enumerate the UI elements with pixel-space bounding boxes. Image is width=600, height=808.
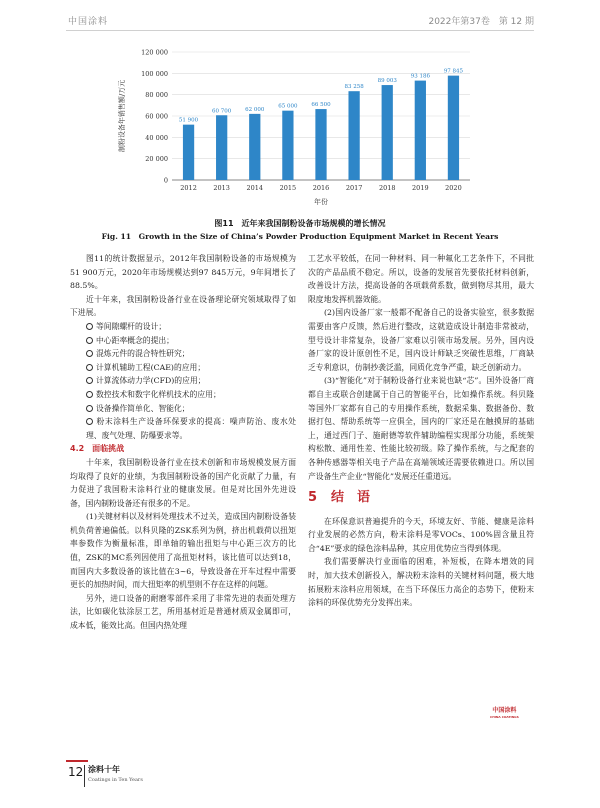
data-label: 97 845 — [443, 68, 464, 75]
paragraph: 另外，进口设备的耐磨零部件采用了非常先进的表面处理方法，比如碳化钛涂层工艺，所用基材近是普通材质双金属即可，成本低，能效比高。但国内热处理 — [70, 593, 296, 631]
bullet-item — [70, 388, 296, 402]
section-number: 5 — [308, 490, 318, 506]
y-tick-label: 100 000 — [141, 69, 168, 78]
paragraph: 图11的统计数据显示，2012年我国制粉设备的市场规模为51 900万元，2020年市场规模达到97 845万元，9年间增长了88.5%。 — [70, 254, 296, 291]
section-title: 结 语 — [331, 490, 371, 506]
column-title-en: Coatings in Ten Years — [88, 777, 143, 783]
x-tick-label: 2019 — [412, 184, 429, 192]
bar-2014 — [249, 114, 260, 180]
data-label: 66 500 — [311, 102, 331, 109]
issue-info: 2022年第37卷 第 12 期 — [428, 17, 534, 27]
bar-2012 — [183, 125, 194, 180]
data-label: 89 003 — [377, 78, 397, 85]
footer-accent-line — [66, 760, 88, 762]
data-label: 51 900 — [178, 117, 199, 124]
bullet-icon — [86, 364, 93, 371]
y-tick-label: 120 000 — [141, 48, 168, 57]
bullet-text: 混炼元件的混合特性研究； — [96, 349, 190, 359]
bullet-text: 计算流体动力学(CFD)的应用； — [96, 376, 206, 386]
data-label: 83 258 — [344, 84, 364, 91]
data-label: 60 700 — [212, 108, 232, 115]
x-tick-label: 2012 — [180, 184, 197, 192]
x-tick-label: 2014 — [246, 184, 264, 192]
bullet-icon — [86, 323, 93, 330]
y-axis-title: 制粉设备年销售额/万元 — [118, 79, 126, 153]
bar-2016 — [315, 109, 326, 180]
x-tick-label: 2015 — [279, 184, 297, 192]
bullet-item — [70, 415, 296, 442]
bullet-icon — [86, 418, 93, 425]
data-label: 62 000 — [245, 106, 265, 113]
x-axis-title: 年份 — [314, 198, 328, 206]
y-tick-label: 60 000 — [145, 112, 168, 121]
bar-2017 — [348, 91, 359, 180]
y-tick-label: 80 000 — [145, 91, 168, 100]
paragraph: 工艺水平较低，在同一种材料、同一种氟化工艺条件下，不同批次的产品品质不稳定。所以，设备的发展首先要依托材料创新，改善设计方法，提高设备的各项载荷系数，做到物尽其用，最大限度地发挥机器效能。 — [308, 254, 534, 304]
paragraph: 近十年来，我国制粉设备行业在设备理论研究领域取得了如下进展。 — [70, 294, 296, 318]
bullet-icon — [86, 337, 93, 344]
x-tick-label: 2018 — [378, 184, 396, 192]
paragraph: 我们需要解决行业面临的困难，补短板，在降本增效的同时，加大技术创新投入，解决粉末涂料的关键材料问题，极大地拓展粉末涂料应用领域，在当下环保压力高企的态势下，使粉末涂料的环保优势充分发挥出来。 — [308, 557, 534, 608]
x-tick-label: 2016 — [312, 184, 330, 192]
figure-caption-cn: 图11 近年来我国制粉设备市场规模的增长情况 — [214, 219, 386, 228]
journal-name: 中国涂料 — [68, 17, 109, 27]
x-tick-label: 2013 — [213, 184, 230, 192]
bullet-item — [70, 402, 296, 416]
data-label: 93 186 — [410, 73, 430, 80]
y-tick-label: 0 — [163, 176, 168, 185]
paragraph: (2)国内设备厂家一般都不配备自己的设备实验室，很多数据需要由客户反馈，然后进行整改，这就造成设计制造非常被动，型号设计非常复杂，设备厂家难以引领市场发展。另外，国内设备厂家的设计原创性不足，国内设计师缺乏突破性思维，厂商缺乏专利意识，仿制抄袭泛滥，同质化竞争严重，缺乏创新动力。 — [308, 308, 534, 372]
bar-2019 — [415, 81, 426, 180]
header-divider — [66, 30, 534, 31]
logo-text: 中国涂料 — [492, 707, 517, 714]
market-size-bar-chart — [110, 40, 490, 215]
bullet-text: 粉末涂料生产设备环保要求的提高：噪声防治、废水处理、废气处理、防爆要求等。 — [86, 417, 296, 440]
data-label: 65 000 — [278, 103, 298, 110]
left-column — [70, 252, 296, 633]
figure-caption-en: Fig. 11 Growth in the Size of China’s Powder Production Equipment Market in Recent Years — [101, 232, 499, 241]
section-heading-5 — [308, 491, 534, 505]
bullet-item — [70, 334, 296, 348]
x-tick-label: 2017 — [345, 184, 363, 192]
bar-2020 — [448, 76, 459, 180]
bullet-text: 设备操作简单化、智能化； — [96, 403, 190, 413]
paragraph: (3)“智能化”对于制粉设备行业来说也缺“芯”。国外设备厂商都自主或联合创建属于自己的智能平台，比如操作系统。科贝隆等国外厂家都有自己的专用操作系统，数据采集、数据备份、数据打包、帮助系统等一应俱全，国内的厂家还是在触摸屏的基础上，通过西门子、施耐德等软件辅助编程实现部分功能，系统架构松散、通用性差、性能比较初级。除了操作系统，与之配套的各种传感器等相关电子产品在高端领域还需要依赖进口。所以国产设备生产企业“智能化”发展还任重道远。 — [308, 376, 534, 481]
y-tick-label: 20 000 — [145, 155, 168, 164]
china-coatings-logo — [490, 708, 519, 720]
bullet-item — [70, 374, 296, 388]
column-title-cn: 涂料十年 — [88, 765, 120, 774]
paragraph: 十年来，我国制粉设备行业在技术创新和市场规模发展方面均取得了良好的业绩，为我国制粉设备的国产化贡献了力量，有力促进了我国粉末涂料行业的健康发展。但是对比国外先进设备，国内制粉设备还有很多的不足。 — [70, 457, 296, 508]
bullet-text: 数控技术和数字化样机技术的应用； — [96, 389, 221, 399]
bullet-text: 中心距率概念的提出； — [96, 335, 174, 345]
x-tick-label: 2020 — [445, 184, 462, 192]
logo-subtext: CHINA COATINGS — [490, 715, 519, 719]
right-column — [308, 252, 534, 610]
footer-divider — [84, 765, 85, 787]
page-number: 12 — [68, 765, 84, 779]
section-heading-4-2: 4.2 面临挑战 — [70, 444, 125, 454]
paragraph: 在环保意识普遍提升的今天，环境友好、节能、健康是涂料行业发展的必然方向，粉末涂料是零VOCs、100%固含量且符合“4E”要求的绿色涂料品种，其应用优势应当得到体现。 — [308, 516, 534, 553]
bullet-text: 计算机辅助工程(CAE)的应用； — [96, 362, 206, 372]
bullet-item — [70, 347, 296, 361]
bullet-icon — [86, 350, 93, 357]
bar-2013 — [216, 115, 227, 180]
bullet-icon — [86, 377, 93, 384]
bullet-item — [70, 361, 296, 375]
bullet-text: 等间隙螺杆的设计； — [96, 321, 167, 331]
bullet-icon — [86, 405, 93, 412]
y-tick-label: 40 000 — [145, 133, 168, 142]
bullet-item — [70, 320, 296, 334]
paragraph: (1)关键材料以及材料处理技术不过关，造成国内制粉设备装机负荷普遍偏低。以科贝隆的ZSK系列为例，挤出机载荷以扭矩率参数作为衡量标准，即单轴的输出扭矩与中心距三次方的比值，ZSK的MC系列因使用了高扭矩材料，该比值可以达到18，而国内大多数设备的该比值在3~6，导致设备在开车过程中需要更长的加热时间，而大扭矩率的机型则不存在这样的问题。 — [70, 512, 296, 590]
bar-2015 — [282, 111, 293, 180]
bullet-icon — [86, 391, 93, 398]
bar-2018 — [382, 85, 393, 180]
